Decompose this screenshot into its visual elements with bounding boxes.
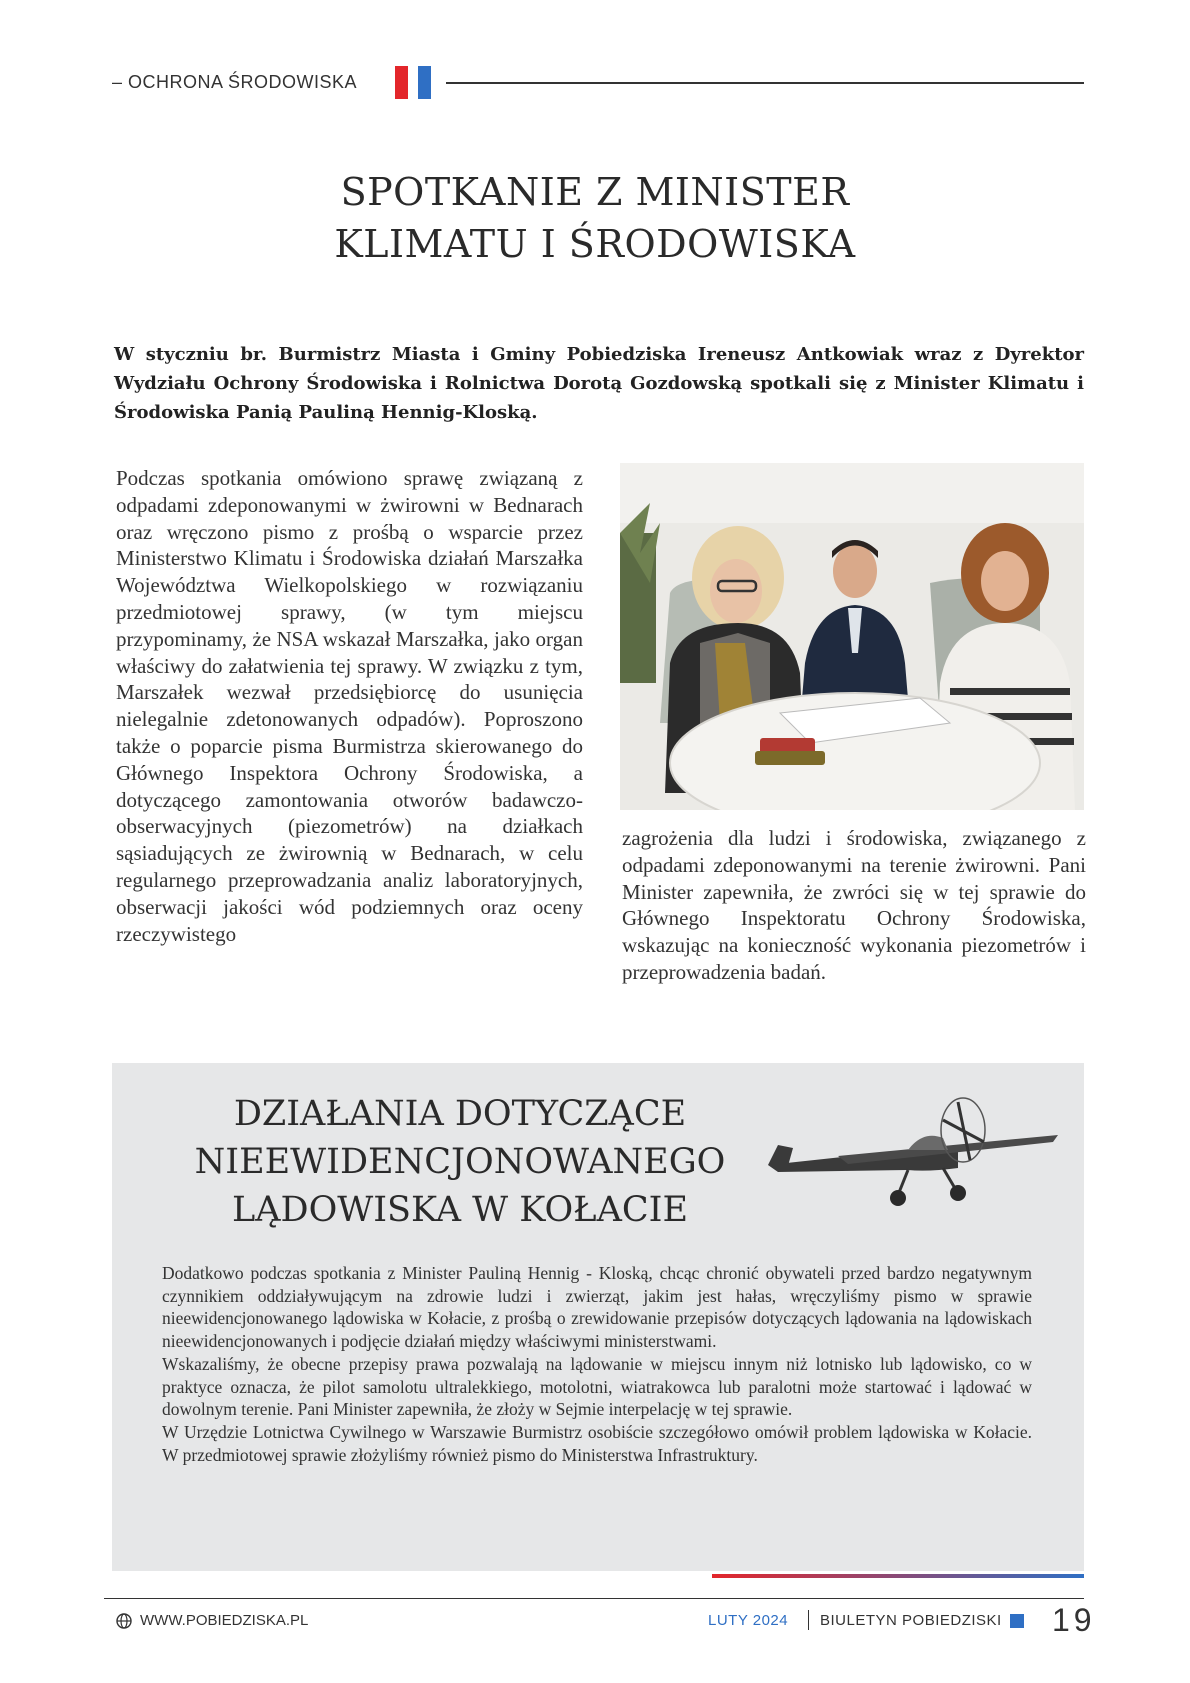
article-right-text: zagrożenia dla ludzi i środowiska, związanego z odpadami zdeponowanymi na terenie żwirowni. Pani Minister zapewniła, że zwróci się w tej sprawie do Głównego Inspektoratu Ochrony Środowiska, wskazując na konieczność wykonania piezometrów i przeprowadzenia badań. — [622, 826, 1086, 984]
globe-icon — [116, 1613, 132, 1629]
footer-date: LUTY 2024 — [708, 1612, 789, 1629]
info-box-title — [180, 1090, 740, 1234]
footer-square — [1010, 1614, 1024, 1628]
info-box-title-line-2: NIEEWIDENCJONOWANEGO — [194, 1142, 726, 1182]
info-box-title-line-1: DZIAŁANIA DOTYCZĄCE — [233, 1094, 687, 1134]
article-title — [200, 166, 990, 270]
page-number: 19 — [1052, 1602, 1096, 1638]
article-title-line-1: SPOTKANIE Z MINISTER — [340, 170, 850, 214]
meeting-photo — [620, 463, 1084, 810]
info-box-title-line-3: LĄDOWISKA W KOŁACIE — [231, 1190, 689, 1230]
info-box-paragraph-1: Dodatkowo podczas spotkania z Minister Pauliną Hennig - Kloską, chcąc chronić obywateli przed bardzo negatywnym czynnikiem oddziaływującym na zdrowie ludzi i zwierząt, jakim jest hałas, wręczyliśmy pismo w sprawie nieewidencjonowanego lądowiska w Kołacie, z prośbą o zrewidowanie przepisów dotyczących lądowania na lądowiskach nieewidencjonowanych i podjęcie działań między właściwymi ministerstwami. — [162, 1263, 1032, 1352]
airplane-icon — [758, 1090, 1058, 1210]
article-lead: W styczniu br. Burmistrz Miasta i Gminy Pobiedziska Ireneusz Antkowiak wraz z Dyrektor Wydziału Ochrony Środowiska i Rolnictwa Dorotą Gozdowską spotkali się z Minister Klimatu i Środowiska Panią Pauliną Hennig-Kloską. — [114, 344, 1084, 423]
footer-rule — [104, 1598, 1084, 1599]
footer-publication: BIULETYN POBIEDZISKI — [820, 1612, 1002, 1629]
flag-blue-bar — [418, 66, 431, 99]
footer-website-text: WWW.POBIEDZISKA.PL — [140, 1612, 309, 1629]
article-title-line-2: KLIMATU I ŚRODOWISKA — [334, 222, 856, 266]
info-box-paragraph-2: Wskazaliśmy, że obecne przepisy prawa pozwalają na lądowanie w miejscu innym niż lotnisko lub lądowisko, co w praktyce oznacza, że pilot samolotu ultralekkiego, motolotni, wiatrakowca lub paralotni może startować i lądować w dowolnym terenie. Pani Minister zapewniła, że złoży w Sejmie interpelację w tej sprawie. — [162, 1353, 1032, 1420]
info-box-paragraph-3: W Urzędzie Lotnictwa Cywilnego w Warszawie Burmistrz osobiście szczegółowo omówił problem lądowiska w Kołacie. W przedmiotowej sprawie złożyliśmy również pismo do Ministerstwa Infrastruktury. — [162, 1421, 1032, 1465]
article-left-column: Podczas spotkania omówiono sprawę związaną z odpadami zdeponowanymi w żwirowni w Bednarach oraz wręczono pismo z prośbą o wsparcie przez Ministerstwo Klimatu i Środowiska działań Marszałka Województwa Wielkopolskiego w rozwiązaniu przedmiotowej sprawy, (w tym miejscu przypominamy, że NSA wskazał Marszałka, jako organ właściwy do załatwienia tej sprawy. W związku z tym, Marszałek wezwał przedsiębiorcę do usunięcia nielegalnie zdetonowanych odpadów). Poproszono także o poparcie pisma Burmistrza skierowanego do Głównego Inspektora Ochrony Środowiska, a dotyczącego zamontowania otworów badawczo-obserwacyjnych (piezometrów) na działkach sąsiadujących ze żwirownią w Bednarach, w celu regularnego przeprowadzania analiz laboratoryjnych, obserwacji jakości wód podziemnych oraz oceny rzeczywistego — [116, 466, 583, 946]
gradient-divider — [712, 1574, 1084, 1578]
info-box-text — [162, 1262, 1032, 1466]
article-right-column — [622, 825, 1086, 986]
footer-website[interactable] — [116, 1612, 308, 1629]
section-label: – OCHRONA ŚRODOWISKA — [112, 72, 358, 92]
flag-red-bar — [395, 66, 408, 99]
footer-separator — [808, 1610, 809, 1630]
header-rule — [446, 82, 1084, 84]
